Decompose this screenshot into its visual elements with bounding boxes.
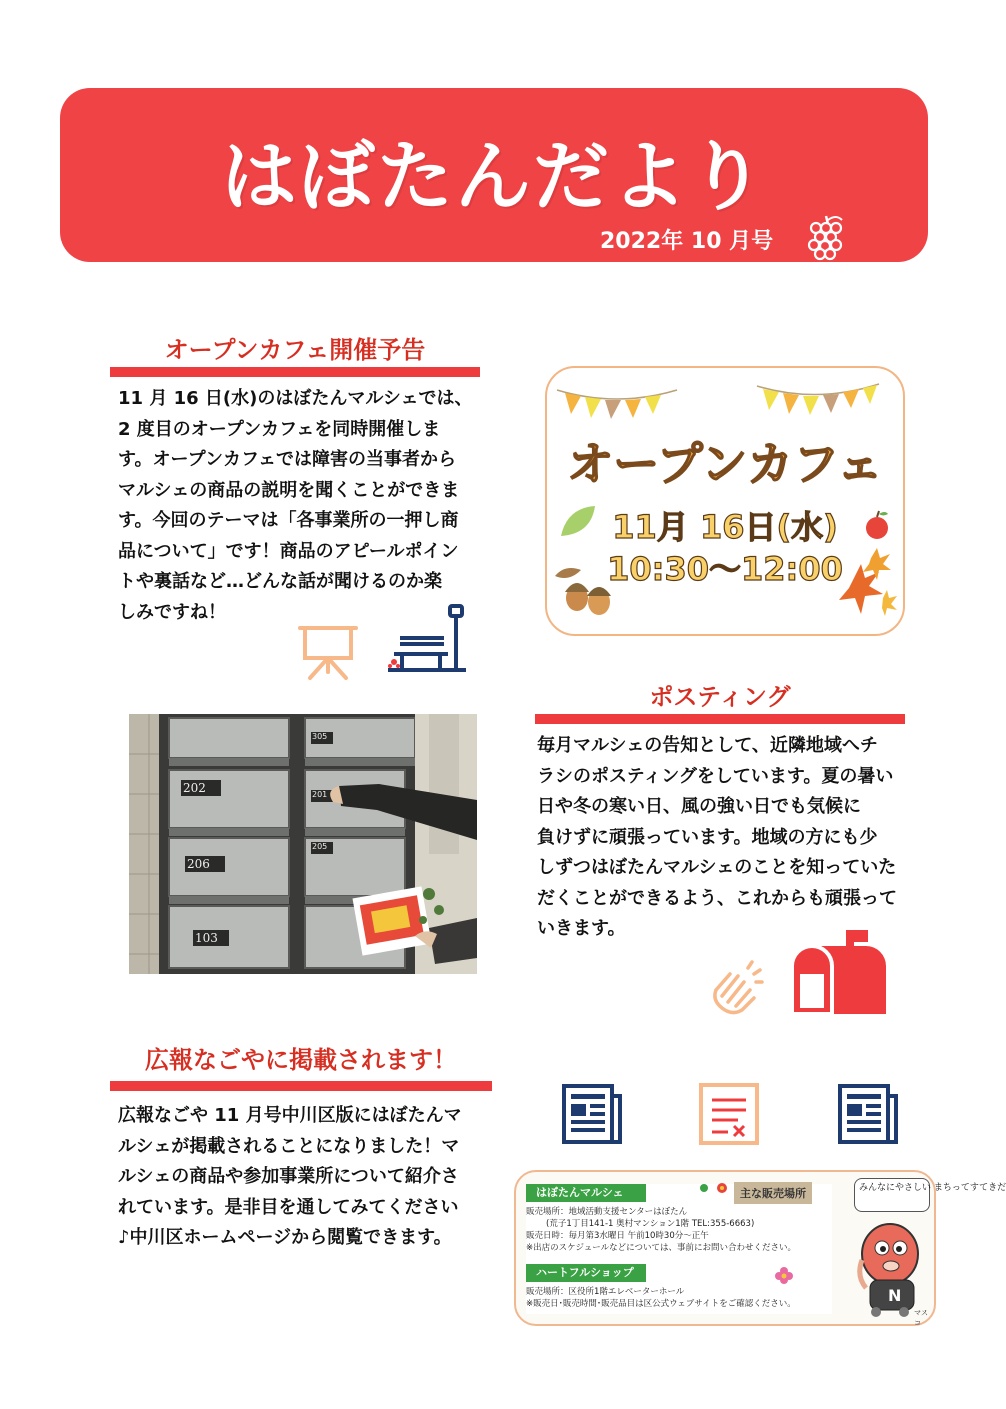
text-line: 2 度目のオープンカフェを同時開催しま	[118, 418, 441, 440]
text-line: トや裏話など…どんな話が聞けるのか楽	[118, 571, 442, 592]
flower-icon	[696, 1180, 730, 1196]
park-bench-icon	[386, 604, 472, 674]
maruche-time: 販売日時：毎月第3水曜日 午前10時30分〜正午	[526, 1231, 709, 1241]
text-line: 11 月 16 日(水)のはぼたんマルシェでは、	[118, 388, 473, 409]
mailbox-number: 103	[195, 931, 218, 945]
text-line: 負けずに頑張っています。地域の方にも少	[537, 826, 878, 848]
newspaper-icon	[560, 1082, 624, 1146]
mailbox-photo-image	[129, 714, 477, 974]
page-title: はぼたんだより	[221, 132, 767, 221]
maruche-note: ※出店のスケジュールなどについては、事前にお問い合わせください。	[526, 1243, 796, 1253]
koho-heading: 広報なごやに掲載されます！	[145, 1046, 457, 1074]
open-cafe-body	[118, 384, 490, 628]
posting-body	[537, 731, 917, 945]
speech-bubble: みんなにやさしい まちってすてきだ	[854, 1178, 930, 1212]
heartful-place: 販売場所：区役所1階エレベーターホール	[526, 1287, 685, 1297]
grape-icon	[806, 214, 846, 260]
mailbox-number: 201	[312, 790, 328, 799]
mascot-icon	[846, 1214, 932, 1322]
text-line: 品について」です！商品のアピールポイン	[118, 540, 459, 562]
flower-icon	[774, 1266, 794, 1284]
easel-icon	[296, 622, 360, 682]
mailbox-number: 202	[183, 781, 206, 795]
newspaper-icon	[836, 1082, 900, 1146]
text-line: れています。是非目を通してみてください	[118, 1196, 459, 1218]
koho-heading-bar	[110, 1081, 492, 1091]
text-line: 日や冬の寒い日、風の強い日でも気候に	[537, 796, 861, 817]
text-line: いきます。	[537, 918, 626, 939]
main-sales-tag: 主な販売場所	[734, 1182, 812, 1204]
issue-date: 2022年 10 月号	[600, 229, 774, 254]
poster-date: 11月 16日(水)	[612, 508, 838, 546]
header-banner	[60, 88, 928, 262]
text-line: す。今回のテーマは「各事業所の一押し商	[118, 510, 459, 531]
posting-heading: ポスティング	[649, 683, 791, 711]
mailbox-number: 305	[312, 732, 328, 741]
clapping-hands-icon	[708, 960, 764, 1016]
text-line: ルシェの商品や参加事業所について紹介さ	[118, 1166, 459, 1187]
koho-body	[118, 1101, 502, 1254]
mascot-caption: マスコ	[914, 1309, 928, 1327]
maruche-place: 販売場所：地域活動支援センターはぼたん	[526, 1207, 688, 1217]
bunting-decoration	[547, 368, 903, 634]
maruche-label: はぼたんマルシェ	[526, 1184, 646, 1202]
text-line: マルシェの商品の説明を聞くことができま	[118, 479, 460, 501]
text-line: 毎月マルシェの告知として、近隣地域へチ	[537, 735, 878, 756]
document-icon	[698, 1082, 760, 1146]
poster-time: 10:30〜12:00	[607, 550, 843, 588]
text-line: しずつはぼたんマルシェのことを知っていた	[537, 857, 897, 878]
maruche-address: (荒子1丁目141-1 奥村マンション1階 TEL:355-6663)	[546, 1219, 755, 1229]
text-line: だくことができるよう、これからも頑張って	[537, 887, 897, 909]
open-cafe-poster	[545, 366, 905, 636]
heartful-label: ハートフルショップ	[526, 1264, 646, 1282]
sales-location-box	[514, 1170, 1006, 1327]
text-line: 広報なごや 11 月号中川区版にはぼたんマ	[118, 1105, 462, 1126]
text-line: ラシのポスティングをしています。夏の暑い	[537, 765, 894, 787]
mailbox-number: 206	[187, 857, 210, 871]
posting-heading-bar	[535, 714, 905, 724]
text-line: しみですね！	[118, 601, 226, 623]
mailbox-icon	[788, 928, 888, 1016]
text-line: す。オープンカフェでは障害の当事者から	[118, 449, 457, 470]
mailbox-number: 205	[312, 842, 328, 851]
text-line: ルシェが掲載されることになりました！マ	[118, 1135, 460, 1157]
heartful-note: ※販売日･販売時間･販売品目は区公式ウェブサイトをご確認ください。	[526, 1299, 796, 1309]
open-cafe-heading: オープンカフェ開催予告	[164, 336, 426, 364]
text-line: ♪中川区ホームページから閲覧できます。	[118, 1227, 452, 1248]
poster-title: オープンカフェ	[567, 437, 883, 491]
open-cafe-heading-bar	[110, 367, 480, 377]
mailbox-photo	[129, 714, 477, 974]
mascot-letter: N	[888, 1286, 902, 1305]
